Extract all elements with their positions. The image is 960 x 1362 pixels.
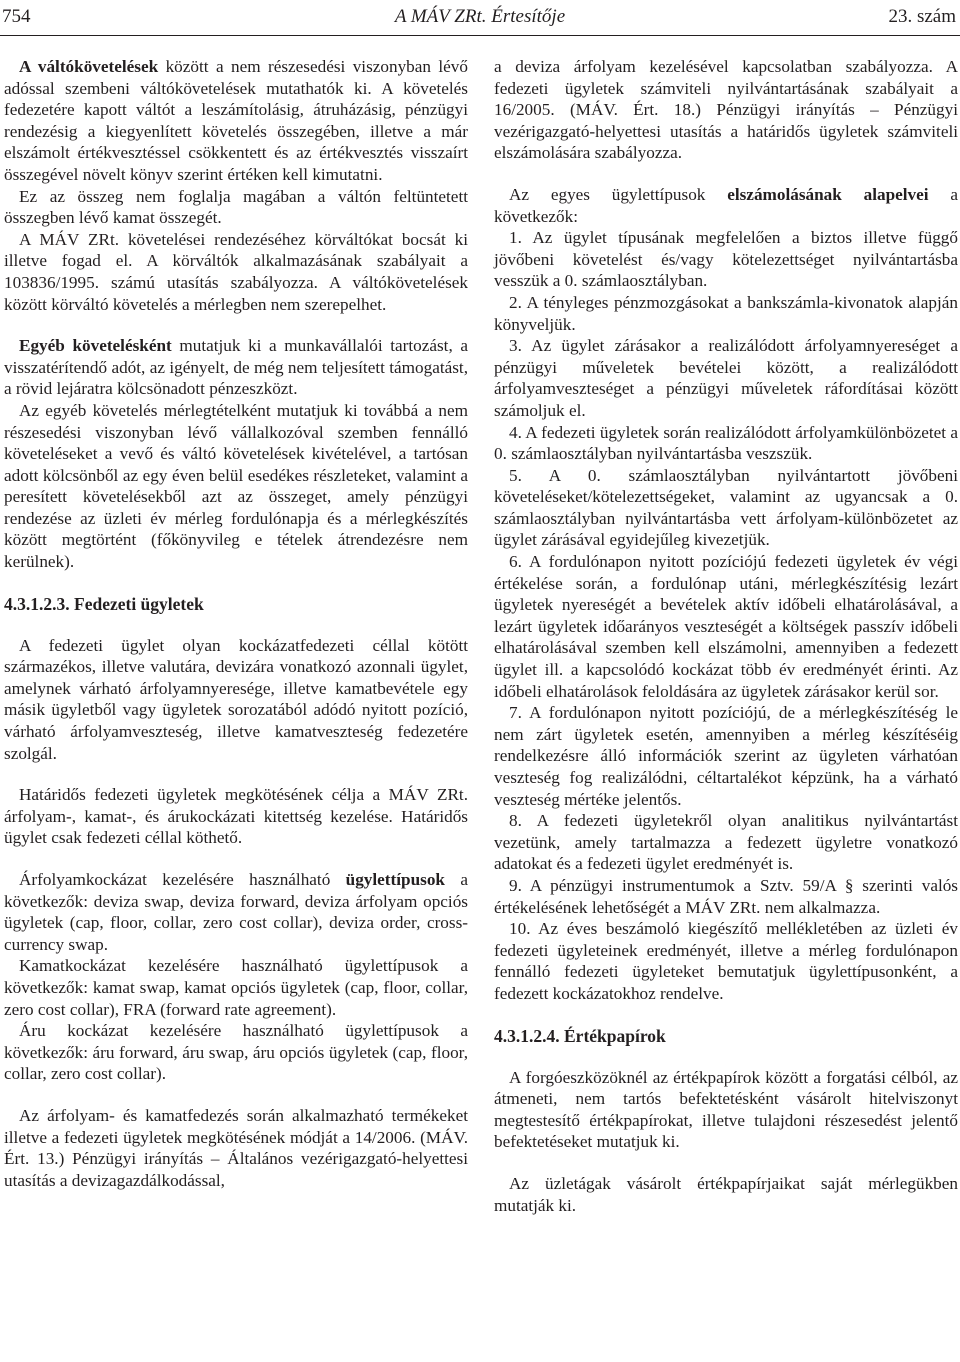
term-bills-receivable: A váltókövetelések: [19, 57, 159, 76]
section-heading-securities: 4.3.1.2.4. Értékpapírok: [494, 1025, 666, 1046]
term-other-receivables: Egyéb követelésként: [19, 336, 172, 356]
list-item: 1. Az ügylet típusának megfelelően a biztos illetve függő jövőbeni követelést és/vagy kötelezettséget nyilvántartásba vesszük a 0. számlaosztályban.: [494, 228, 958, 291]
list-item: 2. A tényleges pénzmozgásokat a bankszámla-kivonatok alapján könyveljük.: [494, 292, 958, 334]
header-rule: [0, 35, 960, 36]
list-item: 5. A 0. számlaosztályban nyilvántartott jövőbeni követeléseket/kötelezettségeket, valamint az ugyancsak a 0. számlaosztályban nyilvántartásba vett árfolyam-különbözetet az ügylet zárásával egyidejűleg kivezetjük.: [494, 465, 958, 550]
left-column: [4, 56, 468, 1191]
page-header: [0, 2, 960, 34]
term-accounting-principles: elszámolásának alapelvei: [727, 184, 929, 204]
list-item: 6. A fordulónapon nyitott pozíciójú fedezeti ügyletek év végi értékelése során, a fordulónap utáni, mérlegkészítésig lezárt ügyletek nyereségét a bevételek aktív időbeli elhatárolásával, a lezárt ügyletek időarányos veszteségét a költségek passzív időbeli elhatárolásával szemben kell elszámolni, amennyiben a fedezett ügylet ill. a kapcsolódó kockázat több év eredményét érinti. Az időbeli elhatárolások feloldására az ügyletek zárásakor kerül sor.: [494, 552, 958, 701]
term-transaction-types: ügylettípusok: [345, 870, 445, 889]
issue-number: 23. szám: [888, 6, 956, 27]
paragraph-other-receivables-detail: Az egyéb követelés mérlegtételként mutatjuk ki továbbá a nem részesedési viszonyban lévő vállalkozóval szemben fennálló követeléseket a vevő és váltó követelések kivételével, a tartósan adott kölcsönből az egy éven belül esedékes részleteket, valamint a peresített követelésekből azt az összeget, amely pénzügyi rendezése az üzleti év mérleg fordulónapja és a mérlegkészítés között megtörtént (főkönyvileg e tételek átrendezésre nem kerülnek).: [4, 400, 468, 572]
paragraph-other-receivables: Egyéb követelésként mutatjuk ki a munkavállalói tartozást, a visszatérítendő adót, az igényelt, de még nem teljesített támogatást, a rövid lejáratra kölcsönadott pénzeszközt.: [4, 336, 468, 399]
publication-title: A MÁV ZRt. Értesítője: [394, 6, 566, 27]
list-item: 3. Az ügylet zárásakor a realizálódott árfolyamnyereséget a pénzügyi műveletek bevételei között, a realizálódott árfolyamveszteséget a pénzügyi műveletek ráfordításai között számoljuk el.: [494, 336, 958, 420]
right-column: [494, 56, 958, 1216]
paragraph-fx-risk-types: Árfolyamkockázat kezelésére használható ügylettípusok a következők: deviza swap, deviza forward, deviza árfolyam opciós ügyletek (cap, floor, collar, zero cost collar), deviza order, cross-currency swap.: [4, 870, 468, 954]
list-item: 8. A fedezeti ügyletekről olyan analitikus nyilvántartást vezetünk, amely tartalmazza a fedezett ügyletre vonatkozó adatokat és a fedezeti ügylet eredményét is.: [494, 811, 958, 874]
list-item: 9. A pénzügyi instrumentumok a Sztv. 59/A § szerinti valós értékelésének lehetőségét a MÁV ZRt. nem alkalmazza.: [494, 875, 958, 917]
paragraph-circular-bills: A MÁV ZRt. követelései rendezéséhez körváltókat bocsát ki illetve fogad el. A körváltók alkalmazásának szabályait a 103836/1995. számú utasítás szabályozza. A váltókövetelések között körváltó követelés a mérlegben nem szerepelhet.: [4, 229, 468, 314]
paragraph-interest-note: Ez az összeg nem foglalja magában a váltón feltüntetett összegben lévő kamat összegét.: [4, 186, 468, 228]
paragraph-accounting-principles-intro: Az egyes ügylettípusok elszámolásának alapelvei a következők:: [494, 184, 959, 226]
paragraph-securities-definition: A forgóeszközöknél az értékpapírok között a forgatási célból, az átmeneti, nem tartós befektetésként vásárolt hitelviszonyt megtestesítő értékpapírokat, illetve tulajdoni részesedést jelentő befektetéseket mutatjuk ki.: [494, 1067, 958, 1152]
paragraph-commodity-risk-types: Áru kockázat kezelésére használható ügylettípusok a következők: áru forward, áru swap, áru opciós ügyletek (cap, floor, collar, zero cost collar).: [4, 1021, 468, 1084]
list-item: 10. Az éves beszámoló kiegészítő mellékletében az üzleti év fedezeti ügyleteinek eredményét, illetve a mérleg fordulónapon fennálló fedezeti ügyleteket bemutatjuk ügylettípusonként, a fedezett kockázatokhoz rendelve.: [494, 919, 958, 1003]
paragraph-business-units-securities: Az üzletágak vásárolt értékpapírjaikat saját mérlegükben mutatják ki.: [494, 1173, 958, 1215]
paragraph-hedging-definition: A fedezeti ügylet olyan kockázatfedezeti céllal kötött származékos, illetve valutára, devizára vonatkozó azonnali ügylet, amelynek várható árfolyamnyeresége, illetve kamatbevétele egy másik ügyletből vagy ügyletek sorozatából adódó nyitott pozíció, várható árfolyamveszteség, illetve kamatveszteség fedezetére szolgál.: [4, 635, 468, 763]
paragraph-bills-receivable: A váltókövetelések között a nem részesedési viszonyban lévő adóssal szembeni váltókövetelések mutathatók ki. A követelés fedezetére kapott váltót a leszámítolásig, átruházásig, pénzügyi rendezésig a kiegyenlített követelés összegében, illetve a már elszámolt értékvesztéssel csökkentett és az értékvesztés visszaírt összegével növelt könyv szerint értéken kell kimutatni.: [4, 57, 468, 184]
list-item: 4. A fedezeti ügyletek során realizálódott árfolyamkülönbözetet a 0. számlaosztályban nyilvántartásba veszszük.: [494, 422, 958, 464]
section-heading-hedging: 4.3.1.2.3. Fedezeti ügyletek: [4, 593, 204, 614]
list-item: 7. A fordulónapon nyitott pozíciójú, de a mérlegkészítéség le nem zárt ügyletek esetén, amennyiben a mérleg készítéséig rendelkezésre álló információk szerint az ügyleten várhatóan veszteség fog realizálódni, céltartalékot képzünk, ha a várható veszteség mértéke jelentős.: [494, 703, 958, 809]
page-number: 754: [2, 6, 31, 27]
paragraph-forward-hedging: Határidős fedezeti ügyletek megkötésének célja a MÁV ZRt. árfolyam-, kamat-, és árukockázati kitettség kezelése. Határidős ügylet csak fedezeti céllal köthető.: [4, 785, 468, 848]
paragraph-interest-risk-types: Kamatkockázat kezelésére használható ügylettípusok a következők: kamat swap, kamat opciós ügyletek (cap, floor, collar, zero cost collar), FRA (forward rate agreement).: [4, 956, 468, 1019]
paragraph-regulation-continued: a deviza árfolyam kezelésével kapcsolatban szabályozza. A fedezeti ügyletek számviteli nyilvántartásának szabályait a 16/2005. (MÁV. Ért. 18.) Pénzügyi irányítás – Pénzügyi vezérigazgató-helyettesi utasítás a határidős ügyletek számviteli elszámolására szabályozza.: [494, 57, 958, 163]
paragraph-regulation-reference: Az árfolyam- és kamatfedezés során alkalmazható termékeket illetve a fedezeti ügyletek megkötésének módját a 14/2006. (MÁV. Ért. 13.) Pénzügyi irányítás – Általános vezérigazgató-helyettesi utasítás a devizagazdálkodással,: [4, 1105, 468, 1190]
